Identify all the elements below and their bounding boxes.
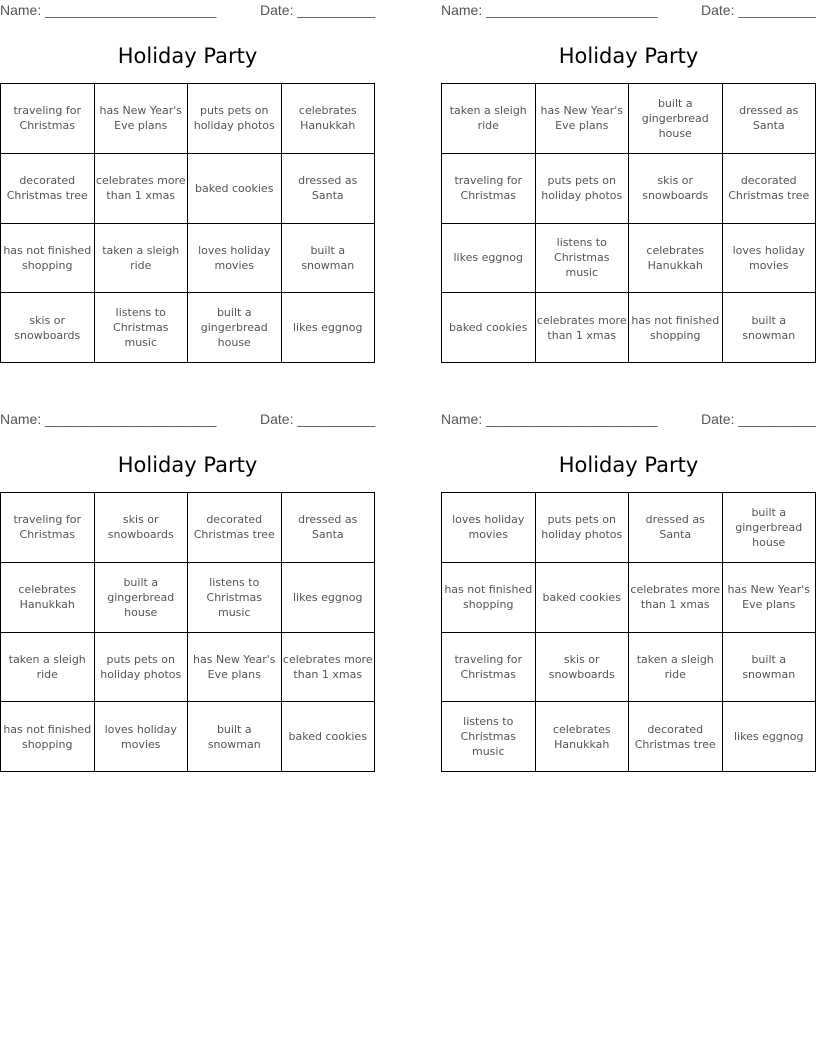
- card-title: Holiday Party: [558, 44, 699, 68]
- bingo-cell: puts pets on holiday photos: [95, 633, 189, 703]
- bingo-cell: skis or snowboards: [95, 493, 189, 563]
- bingo-cell: taken a sleigh ride: [1, 633, 95, 703]
- bingo-grid: [441, 492, 816, 772]
- bingo-cell: traveling for Christmas: [442, 633, 536, 703]
- bingo-cell: listens to Christmas music: [188, 563, 282, 633]
- bingo-cell: celebrates more than 1 xmas: [282, 633, 376, 703]
- bingo-cell: dressed as Santa: [282, 493, 376, 563]
- bingo-grid: [441, 83, 816, 363]
- bingo-cell: dressed as Santa: [723, 84, 816, 154]
- bingo-grid: [0, 83, 375, 363]
- bingo-cell: loves holiday movies: [442, 493, 536, 563]
- bingo-cell: built a gingerbread house: [723, 493, 816, 563]
- bingo-cell: decorated Christmas tree: [629, 702, 723, 772]
- bingo-cell: baked cookies: [188, 154, 282, 224]
- bingo-cell: loves holiday movies: [95, 702, 189, 772]
- bingo-cell: built a gingerbread house: [95, 563, 189, 633]
- bingo-cell: has not finished shopping: [442, 563, 536, 633]
- date-field: Date: __________: [260, 411, 376, 427]
- bingo-cell: listens to Christmas music: [442, 702, 536, 772]
- bingo-cell: taken a sleigh ride: [629, 633, 723, 703]
- bingo-cell: likes eggnog: [723, 702, 816, 772]
- bingo-cell: has New Year's Eve plans: [95, 84, 189, 154]
- bingo-cell: built a snowman: [282, 224, 376, 294]
- bingo-cell: likes eggnog: [282, 293, 376, 363]
- bingo-cell: listens to Christmas music: [95, 293, 189, 363]
- bingo-cell: has not finished shopping: [629, 293, 723, 363]
- bingo-cell: celebrates more than 1 xmas: [95, 154, 189, 224]
- bingo-cell: celebrates Hanukkah: [629, 224, 723, 294]
- bingo-cell: likes eggnog: [282, 563, 376, 633]
- bingo-cell: likes eggnog: [442, 224, 536, 294]
- bingo-cell: has New Year's Eve plans: [188, 633, 282, 703]
- bingo-cell: built a snowman: [188, 702, 282, 772]
- bingo-cell: dressed as Santa: [629, 493, 723, 563]
- date-field: Date: __________: [701, 2, 816, 18]
- bingo-cell: listens to Christmas music: [536, 224, 630, 294]
- bingo-cell: has not finished shopping: [1, 702, 95, 772]
- bingo-cell: has New Year's Eve plans: [536, 84, 630, 154]
- bingo-cell: baked cookies: [442, 293, 536, 363]
- date-field: Date: __________: [701, 411, 816, 427]
- bingo-cell: decorated Christmas tree: [723, 154, 816, 224]
- bingo-cell: puts pets on holiday photos: [188, 84, 282, 154]
- card-title: Holiday Party: [117, 453, 258, 477]
- bingo-card: [0, 409, 375, 774]
- bingo-cell: decorated Christmas tree: [188, 493, 282, 563]
- bingo-cell: taken a sleigh ride: [442, 84, 536, 154]
- bingo-cell: celebrates more than 1 xmas: [536, 293, 630, 363]
- bingo-cell: dressed as Santa: [282, 154, 376, 224]
- bingo-cell: built a gingerbread house: [629, 84, 723, 154]
- date-field: Date: __________: [260, 2, 376, 18]
- bingo-cell: celebrates Hanukkah: [282, 84, 376, 154]
- card-title: Holiday Party: [558, 453, 699, 477]
- card-title: Holiday Party: [117, 44, 258, 68]
- name-field: Name: ______________________: [0, 2, 217, 18]
- bingo-cell: taken a sleigh ride: [95, 224, 189, 294]
- bingo-cell: baked cookies: [282, 702, 376, 772]
- bingo-cell: celebrates Hanukkah: [1, 563, 95, 633]
- bingo-cell: puts pets on holiday photos: [536, 493, 630, 563]
- bingo-cell: traveling for Christmas: [442, 154, 536, 224]
- bingo-cell: skis or snowboards: [1, 293, 95, 363]
- bingo-cell: traveling for Christmas: [1, 84, 95, 154]
- bingo-cell: loves holiday movies: [188, 224, 282, 294]
- bingo-cell: built a snowman: [723, 633, 816, 703]
- bingo-cell: built a gingerbread house: [188, 293, 282, 363]
- bingo-card: [441, 0, 816, 365]
- bingo-cell: decorated Christmas tree: [1, 154, 95, 224]
- name-field: Name: ______________________: [441, 411, 658, 427]
- bingo-cell: skis or snowboards: [536, 633, 630, 703]
- bingo-cell: puts pets on holiday photos: [536, 154, 630, 224]
- name-field: Name: ______________________: [441, 2, 658, 18]
- bingo-cell: traveling for Christmas: [1, 493, 95, 563]
- bingo-cell: celebrates Hanukkah: [536, 702, 630, 772]
- name-field: Name: ______________________: [0, 411, 217, 427]
- bingo-cell: skis or snowboards: [629, 154, 723, 224]
- bingo-cell: celebrates more than 1 xmas: [629, 563, 723, 633]
- bingo-cell: has not finished shopping: [1, 224, 95, 294]
- bingo-cell: has New Year's Eve plans: [723, 563, 816, 633]
- bingo-grid: [0, 492, 375, 772]
- bingo-cell: loves holiday movies: [723, 224, 816, 294]
- bingo-card: [441, 409, 816, 774]
- bingo-cell: built a snowman: [723, 293, 816, 363]
- bingo-cell: baked cookies: [536, 563, 630, 633]
- bingo-card: [0, 0, 375, 365]
